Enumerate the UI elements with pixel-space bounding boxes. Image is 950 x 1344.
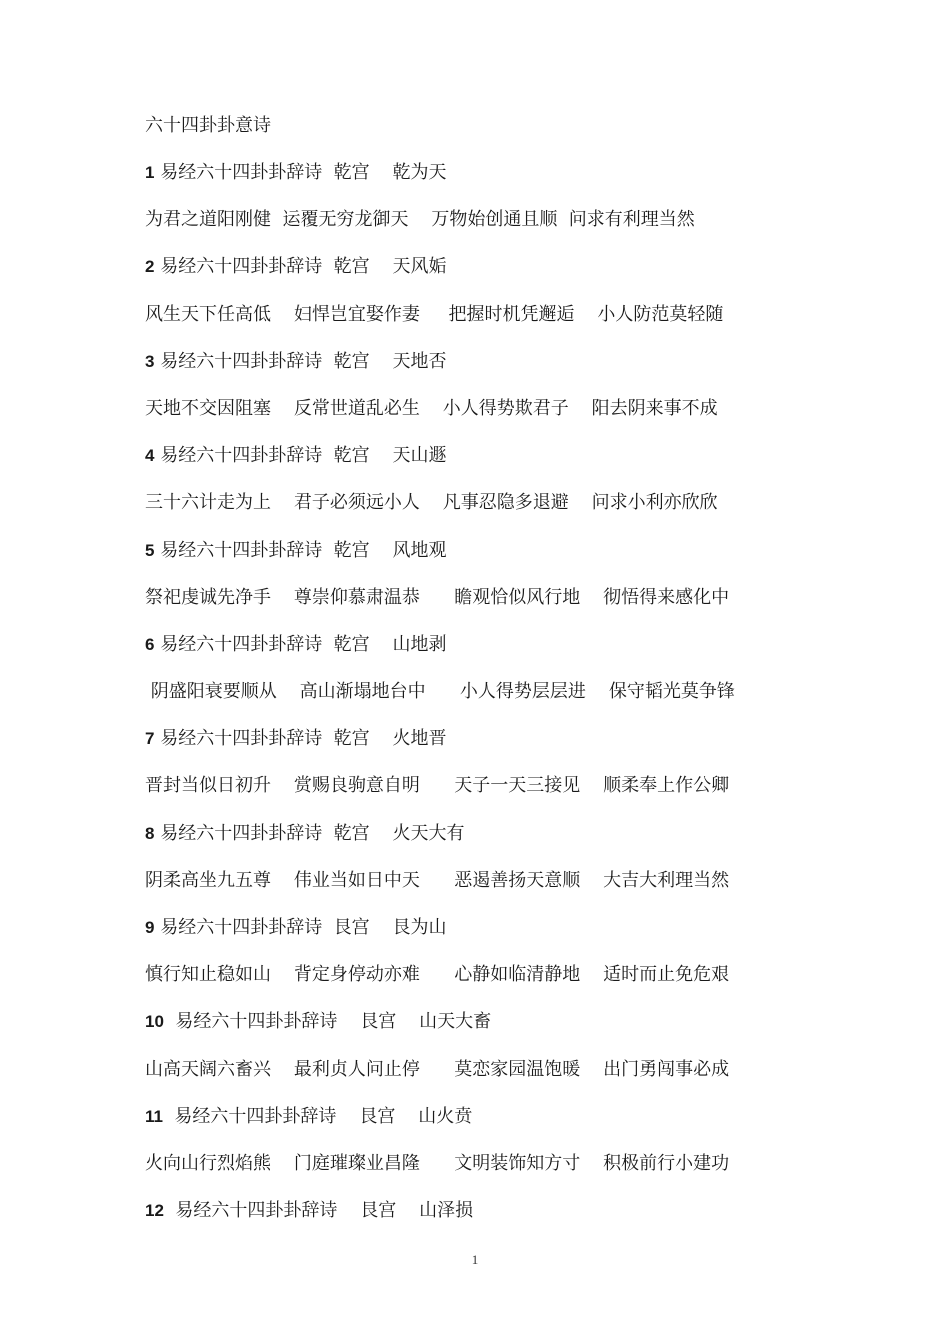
entry-poem: 三十六计走为上 君子必须远小人 凡事忍隐多退避 问求小利亦欣欣 (145, 492, 718, 514)
entry-poem: 火向山行烈焰熊 门庭璀璨业昌隆 文明装饰知方寸 积极前行小建功 (145, 1152, 730, 1174)
document-title: 六十四卦卦意诗 (145, 115, 271, 136)
entry-heading (145, 633, 905, 680)
entry-heading-text: 易经六十四卦卦辞诗 艮宫 山泽损 (163, 1200, 474, 1222)
entry-heading-text: 易经六十四卦卦辞诗 艮宫 艮为山 (154, 917, 447, 938)
entry-heading-text: 易经六十四卦卦辞诗 乾宫 天地否 (154, 350, 447, 372)
entry-number: 9 (145, 918, 155, 937)
entry-heading (145, 822, 905, 869)
entry-number: 2 (145, 257, 155, 277)
entry-heading (145, 539, 905, 586)
entry-number: 12 (145, 1201, 164, 1221)
entry-poem: 天地不交因阻塞 反常世道乱必生 小人得势欺君子 阳去阴来事不成 (145, 397, 718, 419)
entry-heading (145, 1010, 905, 1057)
entry-number: 7 (145, 729, 155, 749)
entry-heading-text: 易经六十四卦卦辞诗 乾宫 天山遯 (154, 445, 447, 467)
entry-heading (145, 916, 905, 963)
entry-heading-text: 易经六十四卦卦辞诗 乾宫 火天大有 (154, 822, 465, 844)
entry-heading (145, 1105, 905, 1152)
entry-heading-text: 易经六十四卦卦辞诗 艮宫 山火贲 (162, 1105, 473, 1127)
entry-poem: 慎行知止稳如山 背定身停动亦难 心静如临清静地 适时而止免危艰 (145, 964, 730, 986)
entry-heading-text: 易经六十四卦卦辞诗 乾宫 风地观 (154, 539, 447, 561)
entry-number: 6 (145, 634, 155, 654)
entry-poem: 祭祀虔诚先净手 尊崇仰慕肃温恭 瞻观恰似风行地 彻悟得来感化中 (145, 586, 730, 608)
entry-poem: 山高天阔六畜兴 最利贞人问止停 莫恋家园温饱暖 出门勇闯事必成 (145, 1058, 730, 1080)
entry-poem: 为君之道阳刚健 运覆无穷龙御天 万物始创通且顺 问求有利理当然 (145, 209, 695, 231)
entry-heading (145, 161, 905, 208)
entry-number: 5 (145, 540, 155, 560)
entry-heading (145, 444, 905, 491)
entry-heading-text: 易经六十四卦卦辞诗 乾宫 山地剥 (154, 633, 447, 655)
entry-poem: 阴柔高坐九五尊 伟业当如日中天 恶遏善扬天意顺 大吉大利理当然 (145, 869, 730, 891)
entry-number: 8 (145, 823, 155, 843)
entry-number: 1 (145, 163, 155, 182)
entry-poem: 风生天下任高低 妇悍岂宜娶作妻 把握时机凭邂逅 小人防范莫轻随 (145, 303, 724, 325)
entry-poem: 阴盛阳衰要顺从 高山渐塌地台中 小人得势层层进 保守韬光莫争锋 (145, 681, 735, 703)
entry-heading-text: 易经六十四卦卦辞诗 乾宫 天风姤 (154, 256, 447, 278)
entry-poem: 晋封当似日初升 赏赐良驹意自明 天子一天三接见 顺柔奉上作公卿 (145, 775, 730, 797)
entry-heading (145, 727, 905, 774)
entry-heading-text: 易经六十四卦卦辞诗 乾宫 火地晋 (154, 728, 447, 750)
entry-number: 4 (145, 446, 155, 466)
entry-heading-text: 易经六十四卦卦辞诗 艮宫 山天大畜 (163, 1011, 492, 1033)
hexagram-entries (145, 161, 905, 1246)
entry-heading (145, 350, 905, 397)
entry-number: 11 (145, 1106, 163, 1126)
entry-heading (145, 255, 905, 302)
page-number: 1 (471, 1252, 479, 1267)
entry-number: 10 (145, 1012, 164, 1032)
entry-heading (145, 1199, 905, 1246)
entry-heading-text: 易经六十四卦卦辞诗 乾宫 乾为天 (154, 162, 447, 183)
entry-number: 3 (145, 351, 155, 371)
